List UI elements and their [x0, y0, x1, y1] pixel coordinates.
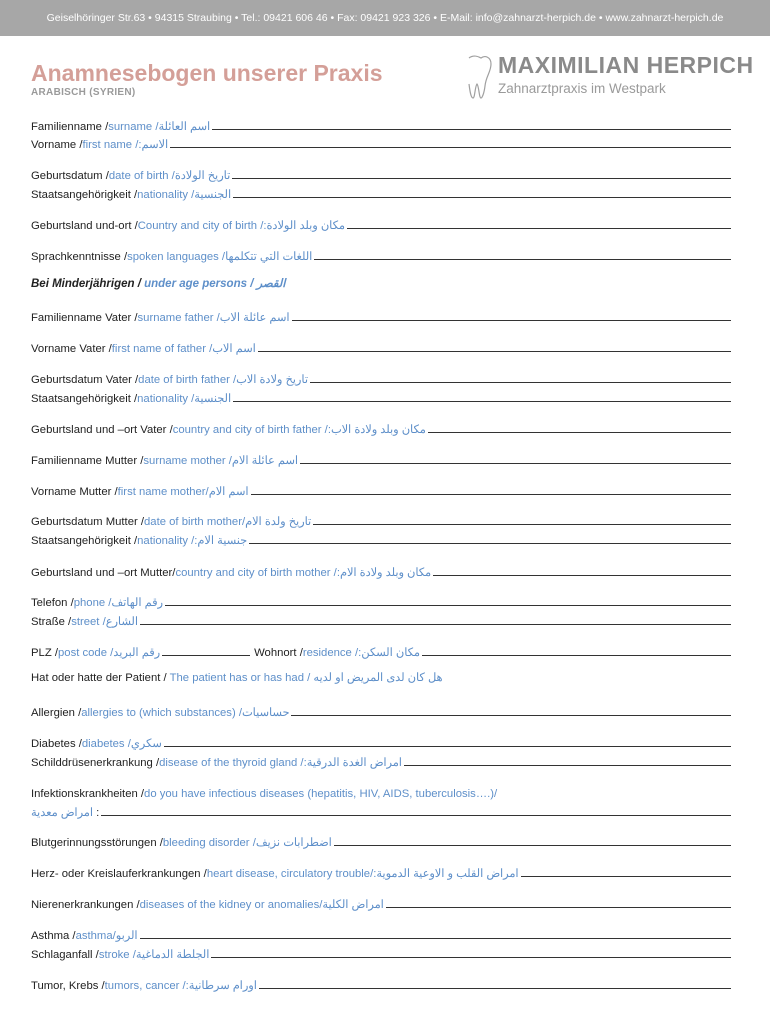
geburtsdatum-input-line[interactable]	[232, 178, 731, 179]
infektion-input-line[interactable]	[101, 815, 731, 816]
field-strasse: Straße / street / الشارع	[31, 610, 731, 628]
vorname-mutter-input-line[interactable]	[251, 494, 731, 495]
field-blutgerinnung: Blutgerinnungsstörungen / bleeding disorder / اضطرابات نزيف	[31, 831, 731, 849]
staatsangehoerigkeit-input-line[interactable]	[233, 197, 731, 198]
field-staatsangehoerigkeit-vater: Staatsangehörigkeit / nationality / الجنسية	[31, 387, 731, 405]
field-geburtsland-vater: Geburtsland und –ort Vater / country and city of birth father / مكان وبلد ولادة الاب:	[31, 418, 731, 436]
telefon-input-line[interactable]	[165, 605, 731, 606]
field-tumor: Tumor, Krebs / tumors, cancer / اورام سرطانية:	[31, 974, 731, 992]
field-herz: Herz- oder Kreislauferkrankungen / heart disease, circulatory trouble/ امراض القلب و الاوعية الدموية:	[31, 862, 731, 880]
field-allergien: Allergien / allergies to (which substances) / حساسيات	[31, 701, 731, 719]
field-geburtsland-mutter: Geburtsland und –ort Mutter/ country and city of birth mother / مكان وبلد ولادة الام:	[31, 561, 731, 579]
page-title: Anamnesebogen unserer Praxis	[31, 60, 383, 86]
field-telefon: Telefon / phone / رقم الهاتف	[31, 591, 731, 609]
wohnort-input-line[interactable]	[422, 655, 731, 656]
field-vorname-vater: Vorname Vater / first name of father / اسم الاب	[31, 337, 731, 355]
field-plz-wohnort: PLZ / post code / رقم البريد Wohnort / residence / مكان السكن:	[31, 641, 731, 659]
geburtsland-mutter-input-line[interactable]	[433, 575, 731, 576]
field-schilddruese: Schilddrüsenerkrankung / disease of the thyroid gland / امراض الغدة الدرقية:	[31, 751, 731, 769]
field-geburtsdatum-vater: Geburtsdatum Vater / date of birth father / تاريخ ولادة الاب	[31, 368, 731, 386]
geburtsdatum-mutter-input-line[interactable]	[313, 524, 731, 525]
vorname-input-line[interactable]	[170, 147, 731, 148]
allergien-input-line[interactable]	[291, 715, 731, 716]
diabetes-input-line[interactable]	[164, 746, 731, 747]
herz-input-line[interactable]	[521, 876, 731, 877]
field-geburtsdatum: Geburtsdatum / date of birth / تاريخ الولادة	[31, 164, 731, 182]
field-sprachkenntnisse: Sprachkenntnisse / spoken languages / اللغات التي تتكلمها	[31, 245, 731, 263]
tooth-icon	[465, 54, 493, 100]
field-familienname-mutter: Familienname Mutter / surname mother / اسم عائلة الام	[31, 449, 731, 467]
field-geburtsland: Geburtsland und-ort / Country and city of birth / مكان وبلد الولادة:	[31, 214, 731, 232]
field-asthma: Asthma / asthma/ الربو	[31, 924, 731, 942]
field-staatsangehoerigkeit-mutter: Staatsangehörigkeit / nationality / جنسية الام:	[31, 529, 731, 547]
asthma-input-line[interactable]	[140, 938, 731, 939]
geburtsland-vater-input-line[interactable]	[428, 432, 731, 433]
staatsangehoerigkeit-mutter-input-line[interactable]	[249, 543, 731, 544]
tumor-input-line[interactable]	[259, 988, 731, 989]
logo-name: MAXIMILIAN HERPICH	[498, 52, 754, 78]
schilddruese-input-line[interactable]	[404, 765, 731, 766]
patient-question: Hat oder hatte der Patient / The patient has or has had / هل كان لدى المريض او لديه	[31, 672, 443, 684]
logo-subtitle: Zahnarztpraxis im Westpark	[498, 81, 666, 96]
geburtsdatum-vater-input-line[interactable]	[310, 382, 731, 383]
familienname-vater-input-line[interactable]	[292, 320, 731, 321]
field-staatsangehoerigkeit: Staatsangehörigkeit / nationality / الجنسية	[31, 183, 731, 201]
familienname-input-line[interactable]	[212, 129, 731, 130]
familienname-mutter-input-line[interactable]	[300, 463, 731, 464]
plz-input-line[interactable]	[162, 655, 250, 656]
field-diabetes: Diabetes / diabetes / سكري	[31, 732, 731, 750]
blutgerinnung-input-line[interactable]	[334, 845, 731, 846]
address-bar	[0, 0, 770, 36]
schlaganfall-input-line[interactable]	[211, 957, 731, 958]
address-text: Geiselhöringer Str.63 • 94315 Straubing • Tel.: 09421 606 46 • Fax: 09421 923 326 • E-Mail: info@zahnarzt-herpich.de • www.zahnarzt-herpich.de	[46, 12, 724, 24]
sprachkenntnisse-input-line[interactable]	[314, 259, 731, 260]
section-minors-heading: Bei Minderjährigen / under age persons / القصر	[31, 278, 286, 290]
field-familienname-vater: Familienname Vater / surname father / اسم عائلة الاب	[31, 306, 731, 324]
field-vorname: Vorname / first name / الاسم:	[31, 133, 731, 151]
geburtsland-input-line[interactable]	[347, 228, 731, 229]
field-geburtsdatum-mutter: Geburtsdatum Mutter / date of birth mother/ تاريخ ولدة الام	[31, 510, 731, 528]
field-infektion: Infektionskrankheiten / do you have infectious diseases (hepatitis, HIV, AIDS, tuberculosis….)/	[31, 788, 498, 800]
practice-logo	[465, 52, 754, 100]
page-subtitle: ARABISCH (SYRIEN)	[31, 87, 136, 98]
field-vorname-mutter: Vorname Mutter / first name mother/ اسم الام	[31, 480, 731, 498]
field-schlaganfall: Schlaganfall / stroke / الجلطة الدماغية	[31, 943, 731, 961]
field-familienname: Familienname / surname / اسم العائلة	[31, 115, 731, 133]
field-infektion-line: امراض معدية :	[31, 801, 731, 819]
nieren-input-line[interactable]	[386, 907, 731, 908]
strasse-input-line[interactable]	[140, 624, 731, 625]
vorname-vater-input-line[interactable]	[258, 351, 731, 352]
staatsangehoerigkeit-vater-input-line[interactable]	[233, 401, 731, 402]
field-nieren: Nierenerkrankungen / diseases of the kidney or anomalies/ امراض الكلية	[31, 893, 731, 911]
